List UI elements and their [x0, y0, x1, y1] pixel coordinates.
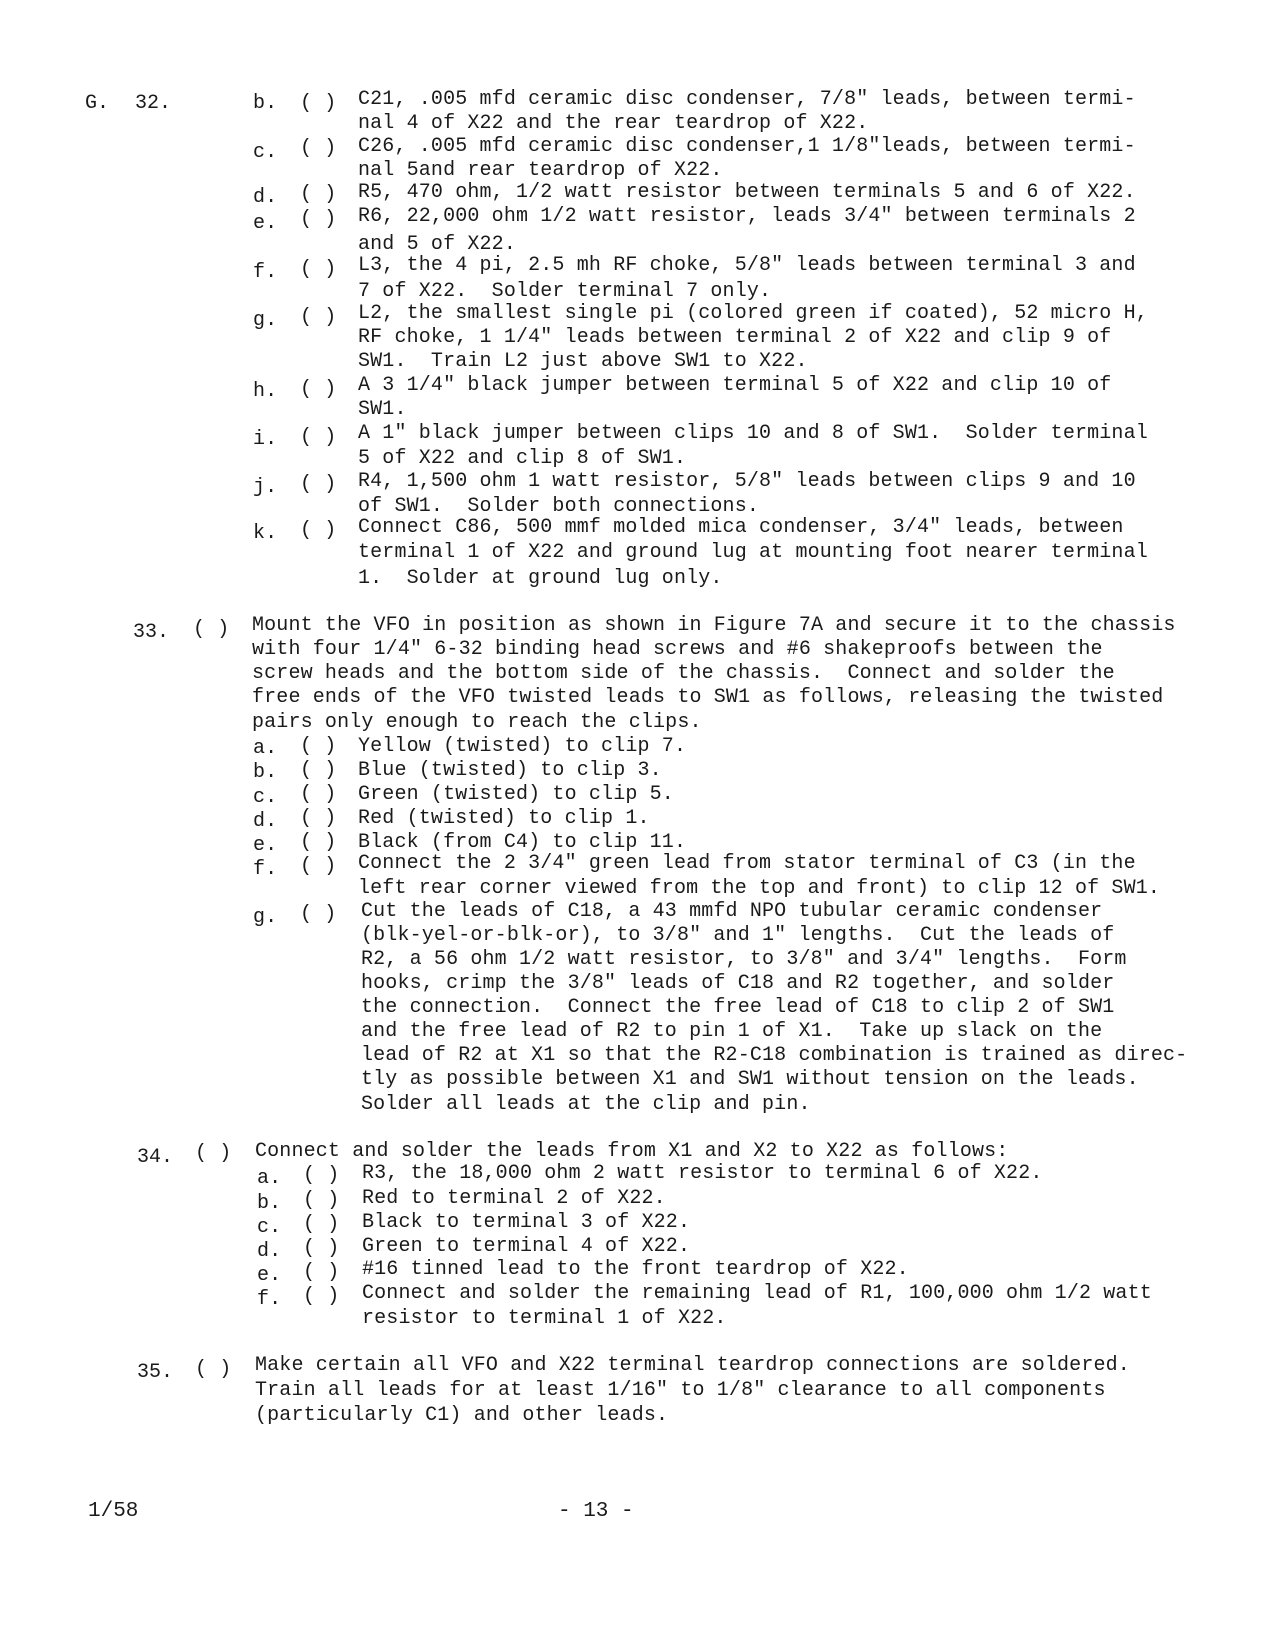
- step-32-item-text: nal 5and rear teardrop of X22.: [358, 159, 723, 182]
- step-33-item-text: R2, a 56 ohm 1/2 watt resistor, to 3/8" and 3/4" lengths. Form: [361, 948, 1127, 971]
- step-33-item-text: Green (twisted) to clip 5.: [358, 783, 674, 806]
- step-32-item-text: R6, 22,000 ohm 1/2 watt resistor, leads 3/4" between terminals 2: [358, 205, 1136, 228]
- step-33-intro-text: free ends of the VFO twisted leads to SW1 as follows, releasing the twisted: [252, 686, 1164, 709]
- step-32-item-text: L3, the 4 pi, 2.5 mh RF choke, 5/8" leads between terminal 3 and: [358, 254, 1136, 277]
- step-33-item-text: (blk-yel-or-blk-or), to 3/8" and 1" lengths. Cut the leads of: [361, 924, 1115, 947]
- page-number: - 13 -: [558, 1500, 634, 1523]
- step-33-item-text: Connect the 2 3/4" green lead from stator terminal of C3 (in the: [358, 852, 1136, 875]
- checkbox[interactable]: ( ): [303, 1213, 340, 1236]
- checkbox[interactable]: ( ): [300, 903, 337, 926]
- step-32-item-text: A 3 1/4" black jumper between terminal 5 of X22 and clip 10 of: [358, 374, 1112, 397]
- step-32-item-letter: j.: [253, 476, 278, 499]
- step-32-item-letter: k.: [253, 522, 278, 545]
- step-34-item-text: Black to terminal 3 of X22.: [362, 1211, 691, 1234]
- checkbox[interactable]: ( ): [300, 183, 337, 206]
- step-33-intro-text: with four 1/4" 6-32 binding head screws and #6 shakeproofs between the: [252, 638, 1103, 661]
- step-32-item-text: R4, 1,500 ohm 1 watt resistor, 5/8" leads between clips 9 and 10: [358, 470, 1136, 493]
- step-32-item-text: A 1" black jumper between clips 10 and 8 of SW1. Solder terminal: [358, 422, 1148, 445]
- step-34-item-text: Green to terminal 4 of X22.: [362, 1235, 691, 1258]
- step-34-item-letter: d.: [257, 1240, 282, 1263]
- checkbox[interactable]: ( ): [300, 735, 337, 758]
- checkbox[interactable]: ( ): [195, 1142, 232, 1165]
- checkbox[interactable]: ( ): [303, 1261, 340, 1284]
- step-32-item-text: R5, 470 ohm, 1/2 watt resistor between terminals 5 and 6 of X22.: [358, 181, 1136, 204]
- checkbox[interactable]: ( ): [300, 473, 337, 496]
- step-33-item-letter: f.: [253, 858, 278, 881]
- checkbox[interactable]: ( ): [300, 378, 337, 401]
- step-32-item-letter: c.: [253, 141, 278, 164]
- checkbox[interactable]: ( ): [300, 306, 337, 329]
- step-32-item-text: Connect C86, 500 mmf molded mica condenser, 3/4" leads, between: [358, 516, 1124, 539]
- step-32-item-letter: i.: [253, 428, 278, 451]
- step-34-intro-text: Connect and solder the leads from X1 and X2 to X22 as follows:: [255, 1140, 1009, 1163]
- step-32-item-text: C21, .005 mfd ceramic disc condenser, 7/8" leads, between termi-: [358, 88, 1136, 111]
- step-33-item-text: Blue (twisted) to clip 3.: [358, 759, 662, 782]
- step-32-item-letter: b.: [253, 92, 278, 115]
- step-34-item-letter: e.: [257, 1264, 282, 1287]
- step-33-item-letter: a.: [253, 737, 278, 760]
- step-34-item-text: #16 tinned lead to the front teardrop of X22.: [362, 1258, 909, 1281]
- step-32-item-letter: e.: [253, 212, 278, 235]
- checkbox[interactable]: ( ): [303, 1237, 340, 1260]
- step-32-item-letter: d.: [253, 186, 278, 209]
- step-32-item-text: 5 of X22 and clip 8 of SW1.: [358, 447, 687, 470]
- step-32-item-text: RF choke, 1 1/4" leads between terminal 2 of X22 and clip 9 of: [358, 326, 1112, 349]
- checkbox[interactable]: ( ): [300, 137, 337, 160]
- checkbox[interactable]: ( ): [300, 807, 337, 830]
- step-33-item-text: hooks, crimp the 3/8" leads of C18 and R2 together, and solder: [361, 972, 1115, 995]
- checkbox[interactable]: ( ): [300, 831, 337, 854]
- step-33-item-text: Yellow (twisted) to clip 7.: [358, 735, 687, 758]
- step-32-item-text: C26, .005 mfd ceramic disc condenser,1 1/8"leads, between termi-: [358, 135, 1136, 158]
- checkbox[interactable]: ( ): [300, 426, 337, 449]
- step-32-item-letter: f.: [253, 261, 278, 284]
- step-32-item-text: SW1. Train L2 just above SW1 to X22.: [358, 350, 808, 373]
- step-33-intro-text: Mount the VFO in position as shown in Figure 7A and secure it to the chassis: [252, 614, 1176, 637]
- checkbox[interactable]: ( ): [303, 1164, 340, 1187]
- footer-date: 1/58: [88, 1500, 139, 1523]
- step-33-item-text: Solder all leads at the clip and pin.: [361, 1093, 811, 1116]
- step-35-number: 35.: [137, 1361, 174, 1384]
- step-32-item-text: nal 4 of X22 and the rear teardrop of X22.: [358, 112, 869, 135]
- checkbox[interactable]: ( ): [300, 783, 337, 806]
- checkbox[interactable]: ( ): [300, 258, 337, 281]
- step-33-item-letter: c.: [253, 786, 278, 809]
- step-35-intro-text: Make certain all VFO and X22 terminal teardrop connections are soldered.: [255, 1354, 1130, 1377]
- step-34-number: 34.: [137, 1146, 174, 1169]
- step-34-item-letter: a.: [257, 1167, 282, 1190]
- step-32-item-text: 7 of X22. Solder terminal 7 only.: [358, 280, 772, 303]
- checkbox[interactable]: ( ): [195, 1358, 232, 1381]
- step-32-item-text: L2, the smallest single pi (colored green if coated), 52 micro H,: [358, 302, 1148, 325]
- step-33-item-letter: g.: [253, 906, 278, 929]
- step-33-intro-text: screw heads and the bottom side of the chassis. Connect and solder the: [252, 662, 1115, 685]
- step-33-item-letter: d.: [253, 810, 278, 833]
- step-34-item-letter: c.: [257, 1216, 282, 1239]
- step-35-intro-text: Train all leads for at least 1/16" to 1/8" clearance to all components: [255, 1379, 1106, 1402]
- step-32-item-letter: g.: [253, 309, 278, 332]
- step-34-item-text: Connect and solder the remaining lead of R1, 100,000 ohm 1/2 watt: [362, 1282, 1152, 1305]
- step-33-intro-text: pairs only enough to reach the clips.: [252, 711, 702, 734]
- checkbox[interactable]: ( ): [193, 618, 230, 641]
- checkbox[interactable]: ( ): [300, 208, 337, 231]
- checkbox[interactable]: ( ): [303, 1285, 340, 1308]
- step-33-item-text: the connection. Connect the free lead of C18 to clip 2 of SW1: [361, 996, 1115, 1019]
- step-33-item-text: Black (from C4) to clip 11.: [358, 831, 687, 854]
- section-letter: G.: [85, 92, 110, 115]
- step-32-item-text: SW1.: [358, 398, 407, 421]
- step-34-item-letter: f.: [257, 1288, 282, 1311]
- step-33-item-text: Red (twisted) to clip 1.: [358, 807, 650, 830]
- step-33-item-letter: b.: [253, 761, 278, 784]
- step-32-item-letter: h.: [253, 380, 278, 403]
- step-32-item-text: terminal 1 of X22 and ground lug at mounting foot nearer terminal: [358, 541, 1148, 564]
- checkbox[interactable]: ( ): [300, 92, 337, 115]
- step-33-number: 33.: [133, 621, 170, 644]
- step-32-item-text: of SW1. Solder both connections.: [358, 495, 760, 518]
- step-34-item-text: Red to terminal 2 of X22.: [362, 1187, 666, 1210]
- step-33-item-text: and the free lead of R2 to pin 1 of X1. Take up slack on the: [361, 1020, 1103, 1043]
- checkbox[interactable]: ( ): [303, 1189, 340, 1212]
- step-33-item-text: lead of R2 at X1 so that the R2-C18 combination is trained as direc-: [361, 1044, 1188, 1067]
- step-34-item-text: R3, the 18,000 ohm 2 watt resistor to terminal 6 of X22.: [362, 1162, 1043, 1185]
- step-33-item-text: left rear corner viewed from the top and front) to clip 12 of SW1.: [358, 877, 1161, 900]
- step-33-item-letter: e.: [253, 834, 278, 857]
- checkbox[interactable]: ( ): [300, 855, 337, 878]
- checkbox[interactable]: ( ): [300, 759, 337, 782]
- step-35-intro-text: (particularly C1) and other leads.: [255, 1404, 669, 1427]
- checkbox[interactable]: ( ): [300, 519, 337, 542]
- step-34-item-text: resistor to terminal 1 of X22.: [362, 1307, 727, 1330]
- step-33-item-text: tly as possible between X1 and SW1 without tension on the leads.: [361, 1068, 1139, 1091]
- step-32-item-text: 1. Solder at ground lug only.: [358, 567, 723, 590]
- step-32-number: 32.: [135, 92, 172, 115]
- step-34-item-letter: b.: [257, 1192, 282, 1215]
- step-33-item-text: Cut the leads of C18, a 43 mmfd NPO tubular ceramic condenser: [361, 900, 1103, 923]
- step-32-item-text: and 5 of X22.: [358, 233, 516, 256]
